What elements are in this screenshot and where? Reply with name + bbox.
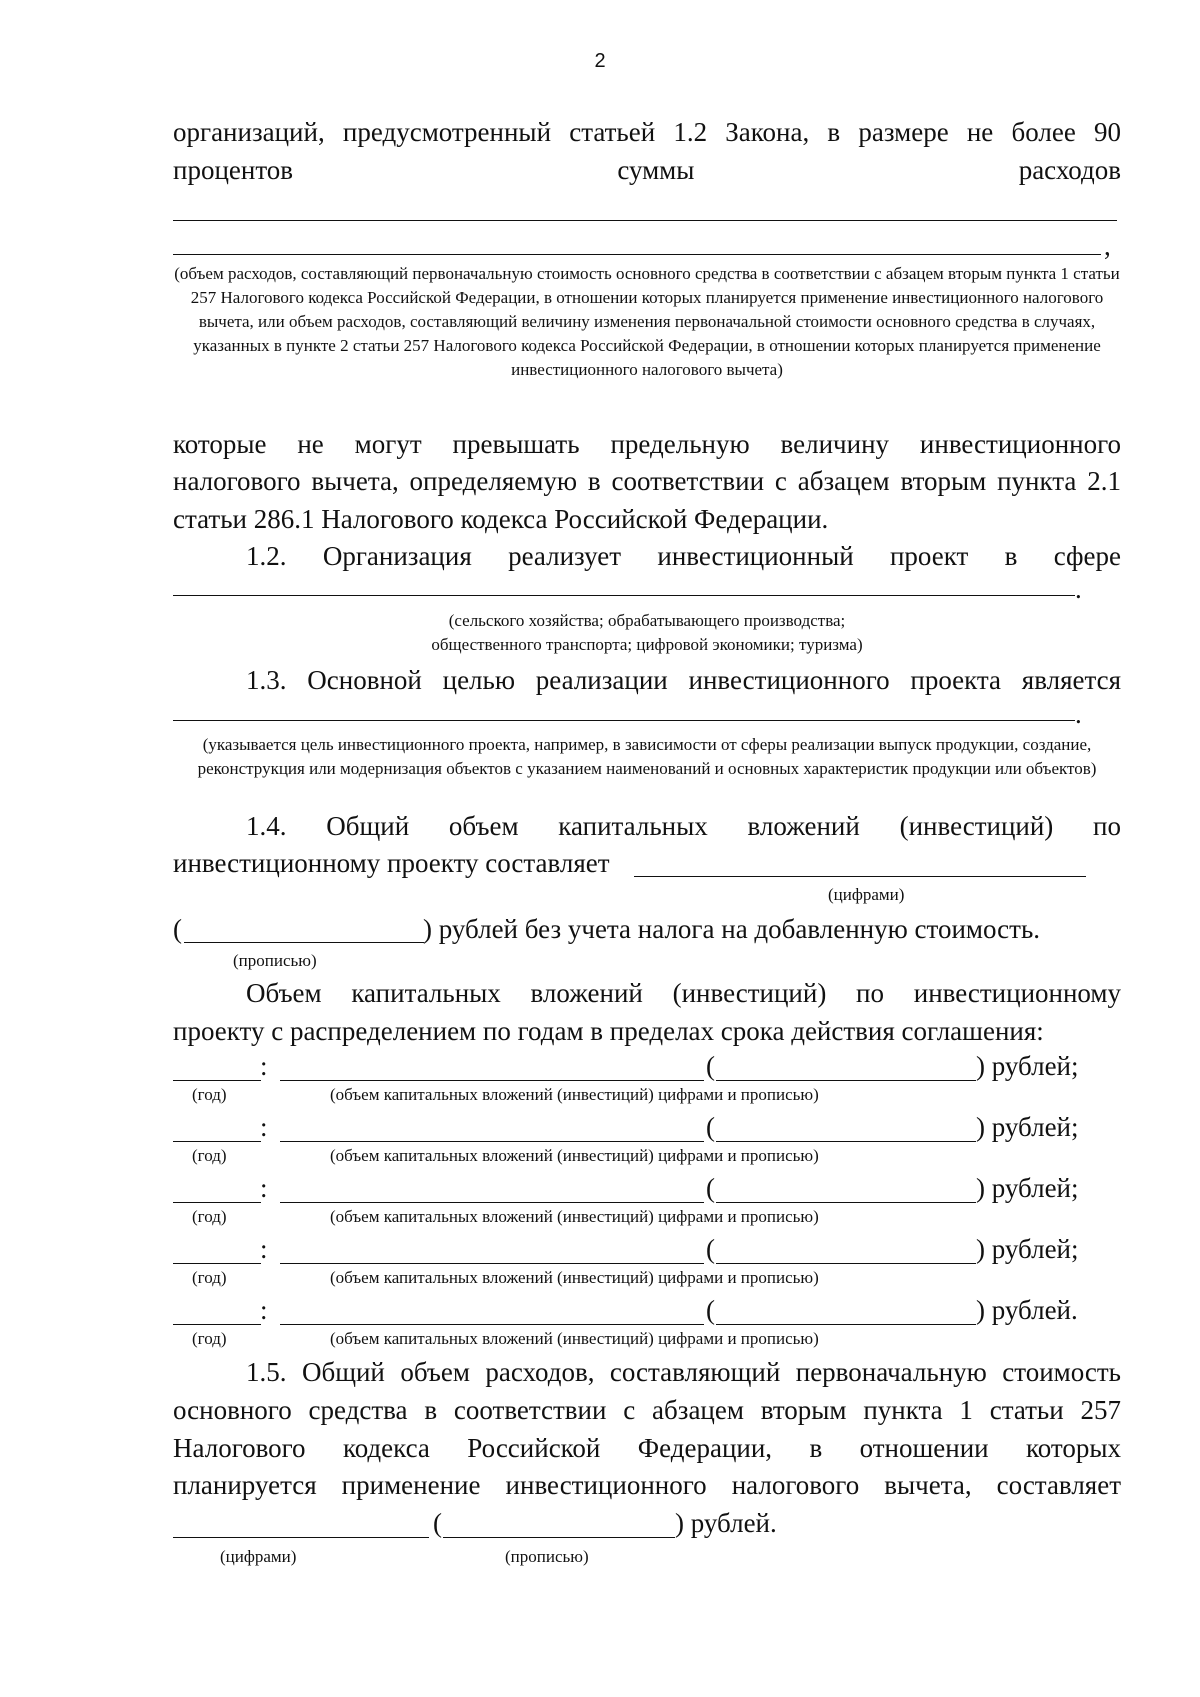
paren: ( xyxy=(706,1112,715,1142)
amount-words-field[interactable] xyxy=(716,1263,976,1264)
rubles-label: ) рублей; xyxy=(976,1051,1079,1081)
paragraph-line: организаций, предусмотренный статьей 1.2 Закона, в размере не более 90 xyxy=(173,117,1121,147)
amount-words-field[interactable] xyxy=(716,1324,976,1325)
blank-line[interactable] xyxy=(173,254,1101,255)
paren: ( xyxy=(706,1051,715,1081)
colon: : xyxy=(260,1173,268,1203)
comma: , xyxy=(1104,231,1111,261)
colon: : xyxy=(260,1051,268,1081)
caption-amount: (объем капитальных вложений (инвестиций) цифрами и прописью) xyxy=(330,1329,819,1348)
caption-year: (год) xyxy=(192,1085,227,1104)
section-1-3: 1.3. Основной целью реализации инвестиционного проекта является xyxy=(246,665,1121,695)
paragraph-line: инвестиционному проекту составляет xyxy=(173,848,610,878)
note-goal: (указывается цель инвестиционного проекта, например, в зависимости от сферы реализации выпуск продукции, создание, реконструкция или модернизация объектов с указанием наименований и основных характеристик продукции или объектов) xyxy=(197,735,1097,778)
page-number: 2 xyxy=(594,50,606,72)
caption-year: (год) xyxy=(192,1207,227,1226)
amount-digits-field[interactable] xyxy=(280,1202,704,1203)
rubles-label: ) рублей; xyxy=(976,1234,1079,1264)
paragraph-line: проекту с распределением по годам в пределах срока действия соглашения: xyxy=(173,1016,1044,1046)
note-line: (сельского хозяйства; обрабатывающего производства; xyxy=(448,611,846,630)
paragraph-line: Объем капитальных вложений (инвестиций) по инвестиционному xyxy=(246,978,1121,1008)
total-digits-field[interactable] xyxy=(634,876,1086,877)
year-field[interactable] xyxy=(173,1202,261,1203)
colon: : xyxy=(260,1295,268,1325)
caption-amount: (объем капитальных вложений (инвестиций) цифрами и прописью) xyxy=(330,1146,819,1165)
rubles-label: ) рублей; xyxy=(976,1112,1079,1142)
year-row xyxy=(0,1109,1200,1169)
section-1-4: 1.4. Общий объем капитальных вложений (инвестиций) по xyxy=(246,811,1121,841)
paragraph-line: которые не могут превышать предельную величину инвестиционного xyxy=(173,429,1121,459)
caption-year: (год) xyxy=(192,1329,227,1348)
initial-cost-digits-field[interactable] xyxy=(173,1537,429,1538)
caption-words: (прописью) xyxy=(233,951,317,970)
paragraph-line: процентов суммы расходов xyxy=(173,155,1121,185)
note-sphere xyxy=(173,609,1121,657)
blank-line[interactable] xyxy=(173,220,1117,221)
rubles-label: ) рублей. xyxy=(675,1508,777,1538)
caption-amount: (объем капитальных вложений (инвестиций) цифрами и прописью) xyxy=(330,1085,819,1104)
year-field[interactable] xyxy=(173,1263,261,1264)
year-field[interactable] xyxy=(173,1141,261,1142)
paragraph-line: Налогового кодекса Российской Федерации, в отношении которых xyxy=(173,1433,1121,1463)
amount-words-field[interactable] xyxy=(716,1202,976,1203)
period: . xyxy=(1075,699,1082,729)
amount-words-field[interactable] xyxy=(716,1141,976,1142)
colon: : xyxy=(260,1234,268,1264)
note-line: общественного транспорта; цифровой экономики; туризма) xyxy=(431,635,863,654)
rubles-label: ) рублей; xyxy=(976,1173,1079,1203)
paragraph-line: налогового вычета, определяемую в соответствии с абзацем вторым пункта 2.1 xyxy=(173,466,1121,496)
paren: ( xyxy=(706,1295,715,1325)
year-field[interactable] xyxy=(173,1324,261,1325)
paragraph-line: планируется применение инвестиционного налогового вычета, составляет xyxy=(173,1470,1121,1500)
caption-year: (год) xyxy=(192,1146,227,1165)
paren: ( xyxy=(173,914,182,944)
initial-cost-words-field[interactable] xyxy=(443,1537,675,1538)
paren: ( xyxy=(433,1508,442,1538)
colon: : xyxy=(260,1112,268,1142)
section-1-2: 1.2. Организация реализует инвестиционный проект в сфере xyxy=(246,541,1121,571)
caption-year: (год) xyxy=(192,1268,227,1287)
amount-digits-field[interactable] xyxy=(280,1263,704,1264)
caption-digits: (цифрами) xyxy=(828,885,905,904)
year-row xyxy=(0,1048,1200,1108)
amount-digits-field[interactable] xyxy=(280,1324,704,1325)
goal-field[interactable] xyxy=(173,720,1075,721)
rubles-label: ) рублей. xyxy=(976,1295,1078,1325)
paren: ( xyxy=(706,1234,715,1264)
sphere-field[interactable] xyxy=(173,595,1075,596)
period: . xyxy=(1075,574,1082,604)
year-row xyxy=(0,1292,1200,1352)
paragraph-line: статьи 286.1 Налогового кодекса Российской Федерации. xyxy=(173,504,829,534)
caption-amount: (объем капитальных вложений (инвестиций) цифрами и прописью) xyxy=(330,1207,819,1226)
section-1-5: 1.5. Общий объем расходов, составляющий первоначальную стоимость xyxy=(246,1357,1121,1387)
paragraph-line: ) рублей без учета налога на добавленную стоимость. xyxy=(423,914,1041,944)
amount-words-field[interactable] xyxy=(716,1080,976,1081)
amount-digits-field[interactable] xyxy=(280,1141,704,1142)
caption-words: (прописью) xyxy=(505,1547,589,1566)
caption-digits: (цифрами) xyxy=(220,1547,297,1566)
paren: ( xyxy=(706,1173,715,1203)
caption-amount: (объем капитальных вложений (инвестиций) цифрами и прописью) xyxy=(330,1268,819,1287)
paragraph-line: основного средства в соответствии с абзацем вторым пункта 1 статьи 257 xyxy=(173,1395,1121,1425)
year-field[interactable] xyxy=(173,1080,261,1081)
total-words-field[interactable] xyxy=(184,942,424,943)
year-row xyxy=(0,1231,1200,1291)
amount-digits-field[interactable] xyxy=(280,1080,704,1081)
year-row xyxy=(0,1170,1200,1230)
footnote-expenses: (объем расходов, составляющий первоначальную стоимость основного средства в соответствии с абзацем вторым пункта 1 статьи 257 Налогового кодекса Российской Федерации, в отношении которых планируется применение инвестиционного налогового вычета, или объем расходов, составляющий величину изменения первоначальной стоимости основного средства в случаях, указанных в пункте 2 статьи 257 Налогового кодекса Российской Федерации, в отношении которых планируется применение инвестиционного налогового вычета) xyxy=(174,264,1120,379)
